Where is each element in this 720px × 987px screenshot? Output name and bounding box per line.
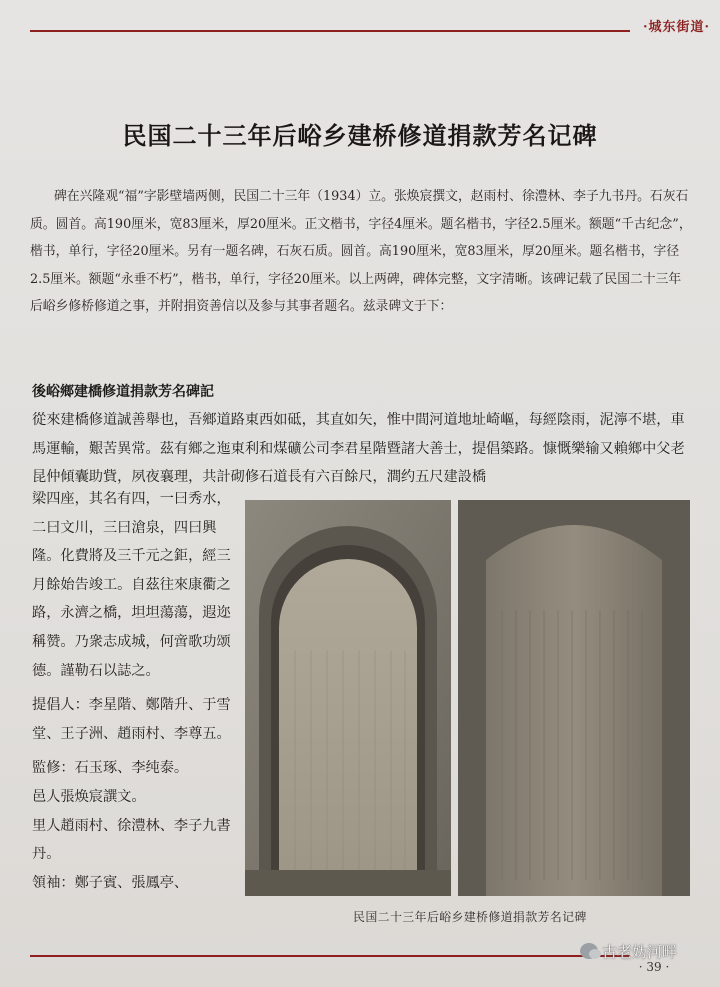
section-tag: ·城东街道· <box>642 20 710 35</box>
article-title: 民国二十三年后峪乡建桥修道捐款芳名记碑 <box>122 121 598 150</box>
stele-photo-arched <box>245 500 451 896</box>
footer-rule <box>30 955 630 957</box>
promoters-line: 提倡人：李星階、鄭階升、于雪堂、王子洲、趙雨村、李尊五。 <box>32 697 231 742</box>
calligraphers-line: 里人趙雨村、徐澧林、李子九書丹。 <box>32 817 231 863</box>
intro-paragraph: 碑在兴隆观“福”字影壁墙两侧，民国二十三年（1934）立。张焕宸撰文，赵雨村、徐澧林、李子九书丹。石灰石质。圆首。高190厘米，宽83厘米，厚20厘米。正文楷书，字径4厘米。题名楷书，字径2.5厘米。额题“千古纪念”，楷书，单行，字径20厘米。另有一题名碑，石灰石质。圆首。高190厘米，宽83厘米，厚20厘米。题名楷书，字径2.5厘米。额题“永垂不朽”，楷书，单行，字径20厘米。以上两碑，碑体完整，文字清晰。该碑记载了民国二十三年后峪乡修桥修道之事，并附捐资善信以及参与其事者题名。兹录碑文于下： <box>30 189 692 315</box>
inscription-title: 後峪鄉建橋修道捐款芳名碑記 <box>32 384 214 400</box>
page-number: · 39 · <box>638 960 670 974</box>
inscription-full-width-text: 從來建橋修道誠善舉也，吾鄉道路東西如砥，其直如矢，惟中間河道地址崎嶇，每經陰雨，泥濘不堪，車馬運輸，艱苦異常。茲有鄉之迤東利和煤礦公司李君星階暨諸大善士，提倡築路。慷慨樂输又賴鄉中父老昆仲傾囊助貲，夙夜襄理，共計砌修石道長有六百餘尺，澗约五尺建設橋 <box>32 412 685 486</box>
leaders-line: 領袖：鄭子賓、張鳳亭、 <box>32 874 189 891</box>
header-rule <box>30 30 630 32</box>
watermark-text: 古老妫河畔 <box>602 942 678 961</box>
inscription-column-text <box>32 485 240 897</box>
stele-photo-closeup <box>458 500 690 896</box>
supervisors-line: 監修：石玉琢、李纯泰。 <box>32 760 189 777</box>
photo-caption: 民国二十三年后峪乡建桥修道捐款芳名记碑 <box>353 910 587 924</box>
author-line: 邑人張焕宸譔文。 <box>32 788 146 805</box>
wechat-icon <box>580 943 598 959</box>
inscription-paragraph: 梁四座，其名有四，一曰秀水，二曰文川，三曰滄泉，四曰興隆。化費將及三千元之鉅，經三月餘始告竣工。自茲往來康衢之路，永濟之橋，坦坦蕩蕩，遐迩稱赞。乃衆志成城，何啻歌功颂德。謹勒石以誌之。 <box>32 491 231 679</box>
